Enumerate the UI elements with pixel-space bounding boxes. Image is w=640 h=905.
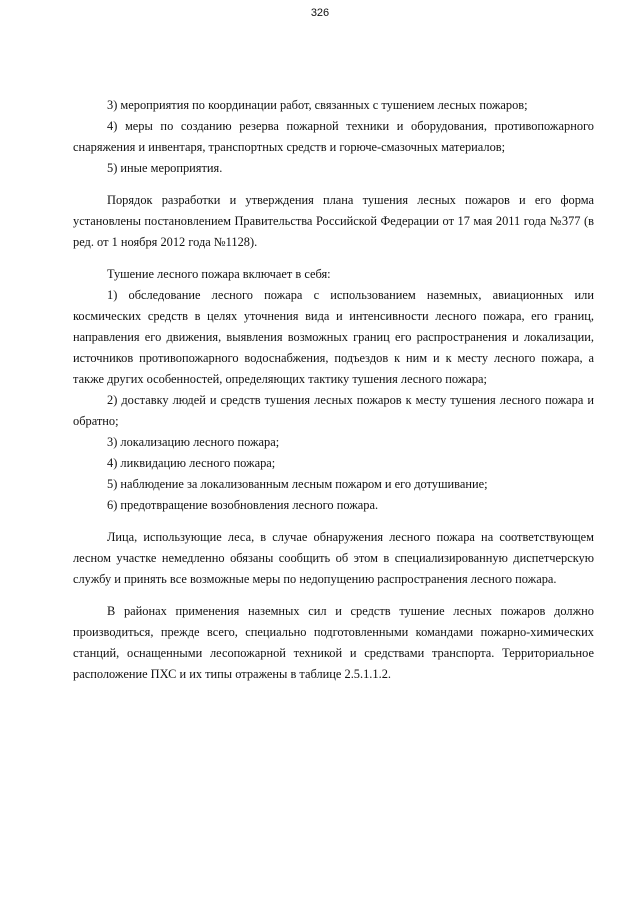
page-number: 326	[310, 7, 330, 19]
list-item: 6) предотвращение возобновления лесного пожара.	[107, 498, 379, 512]
paragraph: Порядок разработки и утверждения плана тушения лесных пожаров и его форма установлены постановлением Правительства Российской Федерации от 17 мая 2011 года №377 (в ред. от 1 ноября 2012 года №1128).	[73, 193, 594, 249]
paragraph: 4) меры по созданию резерва пожарной техники и оборудования, противопожарного снаряжения и инвентаря, транспортных средств и горюче-смазочных материалов;	[73, 119, 594, 154]
paragraph: 5) иные мероприятия.	[107, 161, 223, 175]
paragraph: 3) мероприятия по координации работ, связанных с тушением лесных пожаров;	[107, 98, 528, 112]
list-item: 4) ликвидацию лесного пожара;	[107, 456, 276, 470]
list-item: 3) локализацию лесного пожара;	[107, 435, 280, 449]
paragraph: Тушение лесного пожара включает в себя:	[107, 267, 331, 281]
list-item: 5) наблюдение за локализованным лесным пожаром и его дотушивание;	[107, 477, 488, 491]
paragraph: В районах применения наземных сил и средств тушение лесных пожаров должно производиться, прежде всего, специально подготовленными командами пожарно-химических станций, оснащенными лесопожарной техникой и средствами транспорта. Территориальное расположение ПХС и их типы отражены в таблице 2.5.1.1.2.	[73, 604, 594, 681]
list-item: 1) обследование лесного пожара с использованием наземных, авиационных или космических средств в целях уточнения вида и интенсивности лесного пожара, его границ, направления его движения, выявления возможных границ его распространения и локализации, источников противопожарного водоснабжения, подъездов к ним и к месту лесного пожара, а также других особенностей, определяющих тактику тушения лесного пожара;	[73, 288, 594, 386]
list-item: 2) доставку людей и средств тушения лесных пожаров к месту тушения лесного пожара и обратно;	[73, 393, 594, 428]
paragraph: Лица, использующие леса, в случае обнаружения лесного пожара на соответствующем лесном участке немедленно обязаны сообщить об этом в специализированную диспетчерскую службу и принять все возможные меры по недопущению распространения лесного пожара.	[73, 530, 594, 586]
document-body	[73, 95, 594, 685]
